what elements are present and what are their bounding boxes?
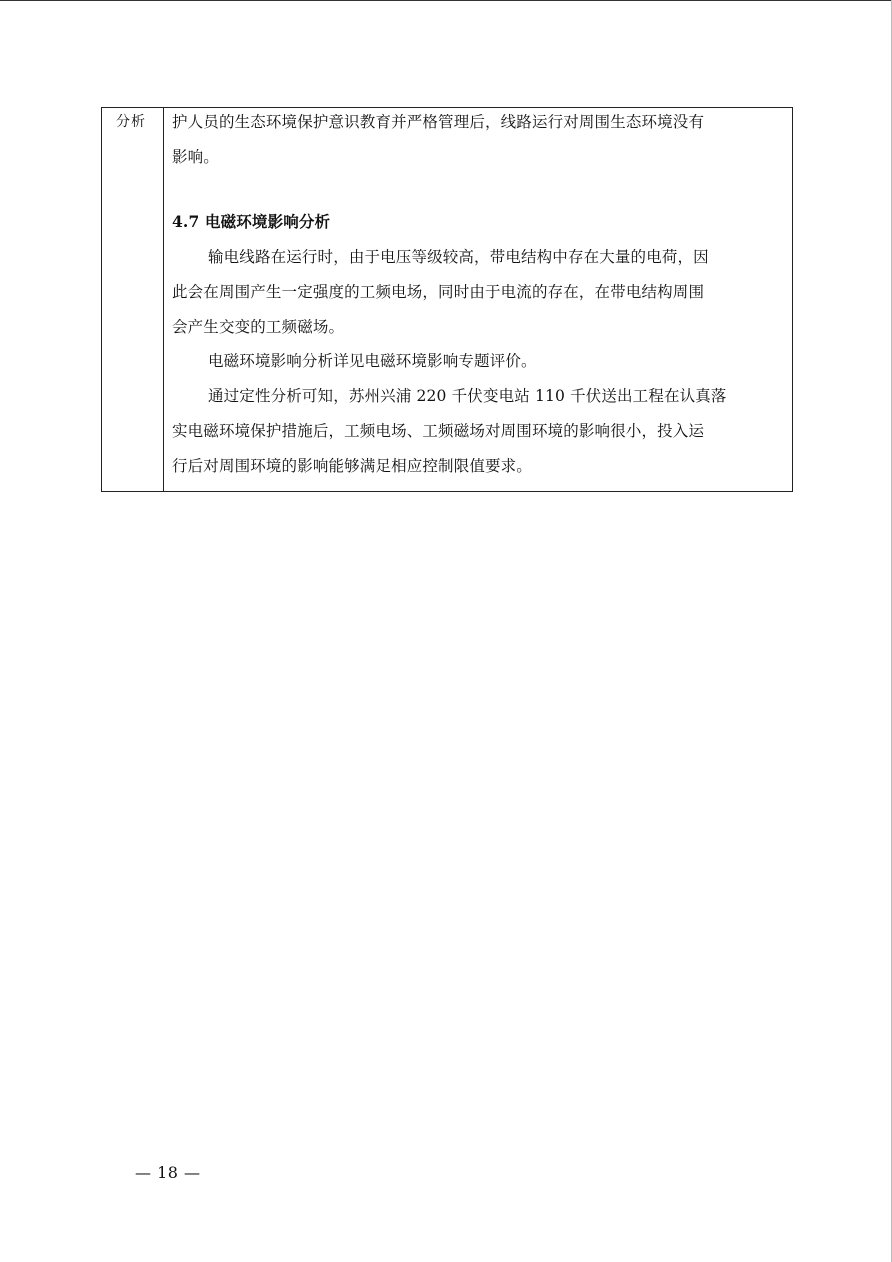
paragraph-line: 实电磁环境保护措施后，工频电场、工频磁场对周围环境的影响很小，投入运 bbox=[172, 422, 705, 440]
paragraph-line: 电磁环境影响分析详见电磁环境影响专题评价。 bbox=[208, 352, 537, 370]
paragraph-line: 行后对周围环境的影响能够满足相应控制限值要求。 bbox=[172, 457, 532, 475]
paragraph-line: 通过定性分析可知，苏州兴浦 220 千伏变电站 110 千伏送出工程在认真落 bbox=[208, 387, 727, 405]
page-number: — 18 — bbox=[135, 1163, 201, 1182]
paragraph-line: 输电线路在运行时，由于电压等级较高，带电结构中存在大量的电荷，因 bbox=[208, 248, 709, 266]
paragraph-line: 会产生交变的工频磁场。 bbox=[172, 318, 345, 336]
table-label-cell bbox=[102, 108, 164, 491]
paragraph-line: 护人员的生态环境保护意识教育并严格管理后，线路运行对周围生态环境没有 bbox=[172, 113, 705, 131]
analysis-table bbox=[101, 107, 793, 492]
paragraph-line: 影响。 bbox=[172, 148, 219, 166]
top-border-line bbox=[0, 0, 892, 1]
table-content-cell bbox=[164, 108, 792, 491]
section-heading: 4.7 电磁环境影响分析 bbox=[172, 212, 331, 231]
table-label: 分析 bbox=[116, 114, 146, 130]
paragraph-line: 此会在周围产生一定强度的工频电场，同时由于电流的存在，在带电结构周围 bbox=[172, 283, 705, 301]
